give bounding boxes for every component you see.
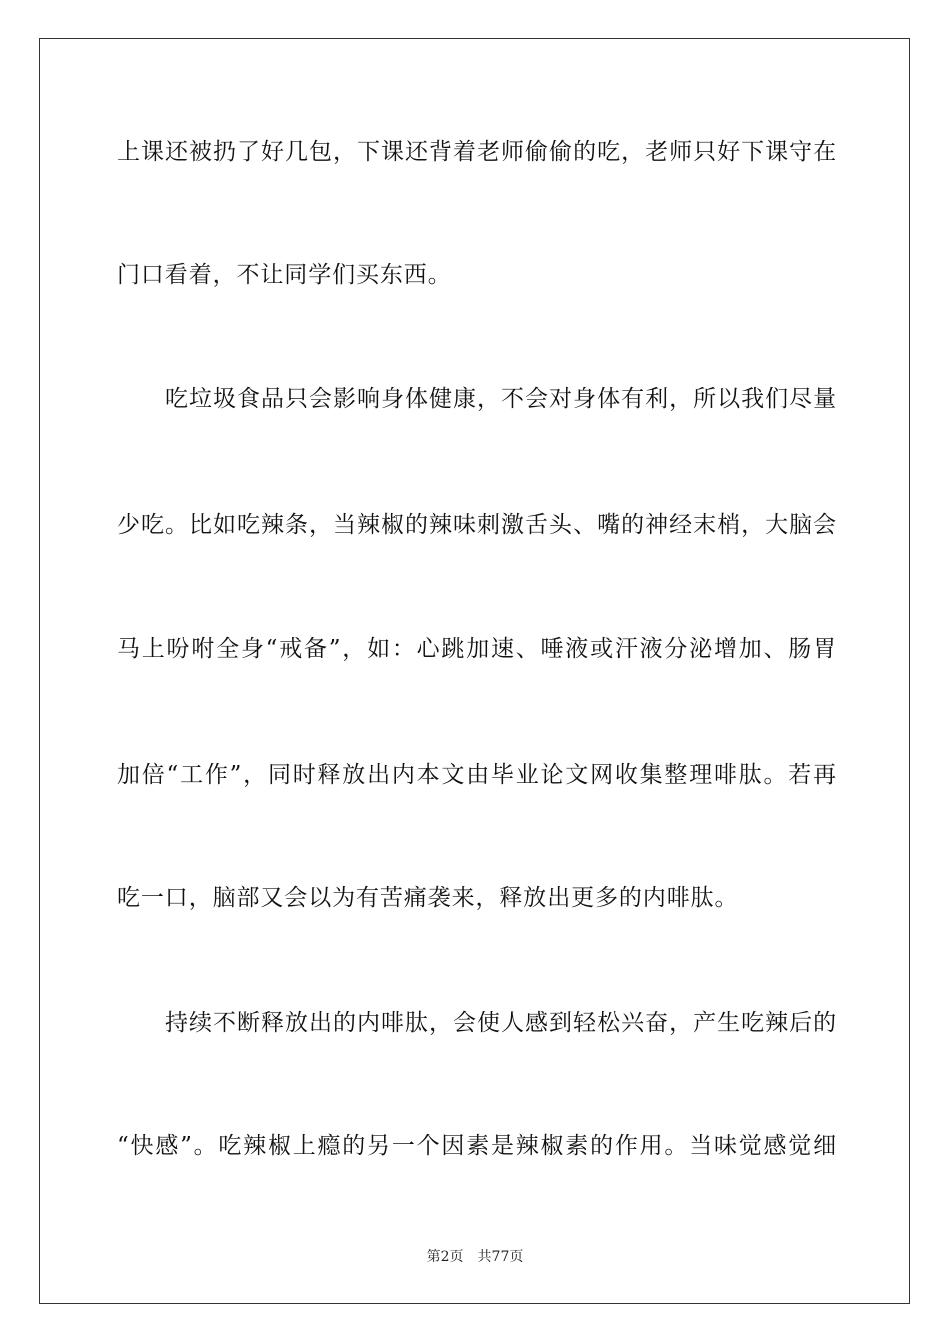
text-line-1: 上课还被扔了好几包，下课还背着老师偷偷的吃，老师只好下课守在 — [117, 139, 837, 165]
page-footer — [0, 1248, 950, 1266]
text-line-5: 马上吩咐全身“戒备”，如：心跳加速、唾液或汗液分泌增加、肠胃 — [117, 636, 837, 662]
text-line-6: 加倍“工作”，同时释放出内本文由毕业论文网收集整理啡肽。若再 — [117, 762, 837, 788]
text-line-2: 门口看着，不让同学们买东西。 — [117, 262, 452, 288]
text-line-9: “快感”。吃辣椒上瘾的另一个因素是辣椒素的作用。当味觉感觉细 — [117, 1133, 837, 1159]
page-frame — [39, 38, 910, 1304]
page-total: 共77页 — [477, 1249, 524, 1265]
text-line-7: 吃一口，脑部又会以为有苦痛袭来，释放出更多的内啡肽。 — [117, 885, 739, 911]
text-line-4: 少吃。比如吃辣条，当辣椒的辣味刺激舌头、嘴的神经末梢，大脑会 — [117, 512, 837, 538]
text-line-8: 持续不断释放出的内啡肽，会使人感到轻松兴奋，产生吃辣后的 — [165, 1010, 837, 1036]
page-number: 第2页 — [426, 1249, 464, 1265]
text-line-3: 吃垃圾食品只会影响身体健康，不会对身体有利，所以我们尽量 — [165, 386, 837, 412]
